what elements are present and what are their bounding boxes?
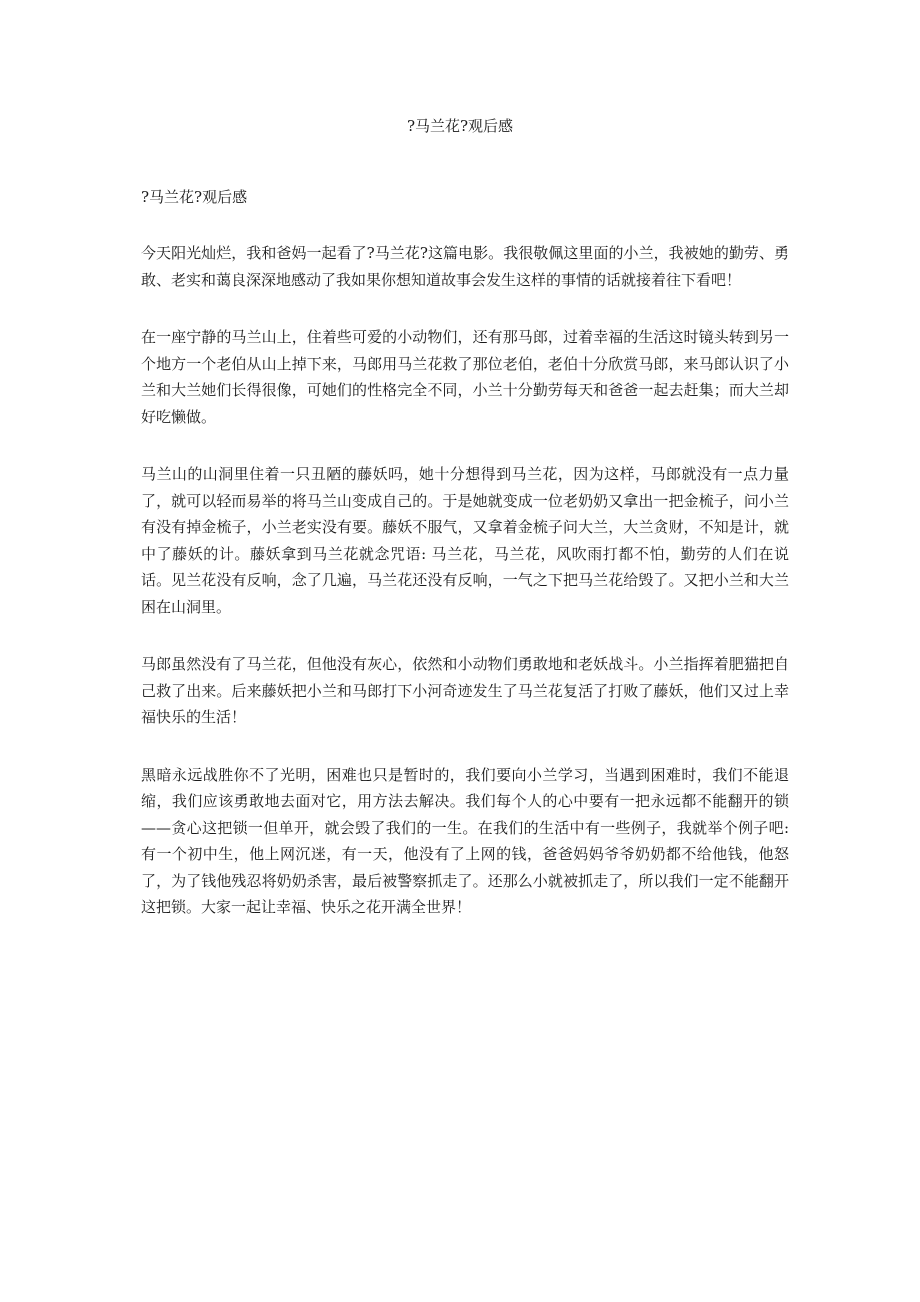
paragraph-5: 黑暗永远战胜你不了光明，困难也只是暂时的，我们要向小兰学习，当遇到困难时，我们不能退缩，我们应该勇敢地去面对它，用方法去解决。我们每个人的心中要有一把永远都不能翻开的锁——贪心这把锁一但单开，就会毁了我们的一生。在我们的生活中有一些例子，我就举个例子吧: 有一个初中生，他上网沉迷，有一天，他没有了上网的钱，爸爸妈妈爷爷奶奶都不给他钱，他怒了，为了钱他残忍将奶奶杀害，最后被警察抓走了。还那么小就被抓走了，所以我们一定不能翻开这把锁。大家一起让幸福、快乐之花开满全世界！	[141, 765, 789, 916]
document-body	[141, 184, 789, 952]
document-title: ?马兰花?观后感	[406, 117, 514, 135]
paragraph-4: 马郎虽然没有了马兰花，但他没有灰心，依然和小动物们勇敢地和老妖战斗。小兰指挥着肥猫把自己救了出来。后来藤妖把小兰和马郎打下小河奇迹发生了马兰花复活了打败了藤妖，他们又过上幸福快乐的生活！	[141, 655, 789, 726]
document-subtitle: ?马兰花?观后感	[141, 188, 248, 206]
paragraph-1: 今天阳光灿烂，我和爸妈一起看了?马兰花?这篇电影。我很敬佩这里面的小兰，我被她的勤劳、勇敢、老实和蔼良深深地感动了我如果你想知道故事会发生这样的事情的话就接着往下看吧！	[141, 244, 789, 289]
paragraph-2: 在一座宁静的马兰山上，住着些可爱的小动物们，还有那马郎，过着幸福的生活这时镜头转到另一个地方一个老伯从山上掉下来，马郎用马兰花救了那位老伯，老伯十分欣赏马郎，来马郎认识了小兰和大兰她们长得很像，可她们的性格完全不同，小兰十分勤劳每天和爸爸一起去赶集；而大兰却好吃懒做。	[141, 328, 789, 426]
paragraph-3: 马兰山的山洞里住着一只丑陋的藤妖吗，她十分想得到马兰花，因为这样，马郎就没有一点力量了，就可以轻而易举的将马兰山变成自己的。于是她就变成一位老奶奶又拿出一把金梳子，问小兰有没有掉金梳子，小兰老实没有要。藤妖不服气，又拿着金梳子问大兰，大兰贪财，不知是计，就中了藤妖的计。藤妖拿到马兰花就念咒语: 马兰花，马兰花，风吹雨打都不怕，勤劳的人们在说话。见兰花没有反响，念了几遍，马兰花还没有反响，一气之下把马兰花给毁了。又把小兰和大兰困在山洞里。	[141, 465, 789, 616]
